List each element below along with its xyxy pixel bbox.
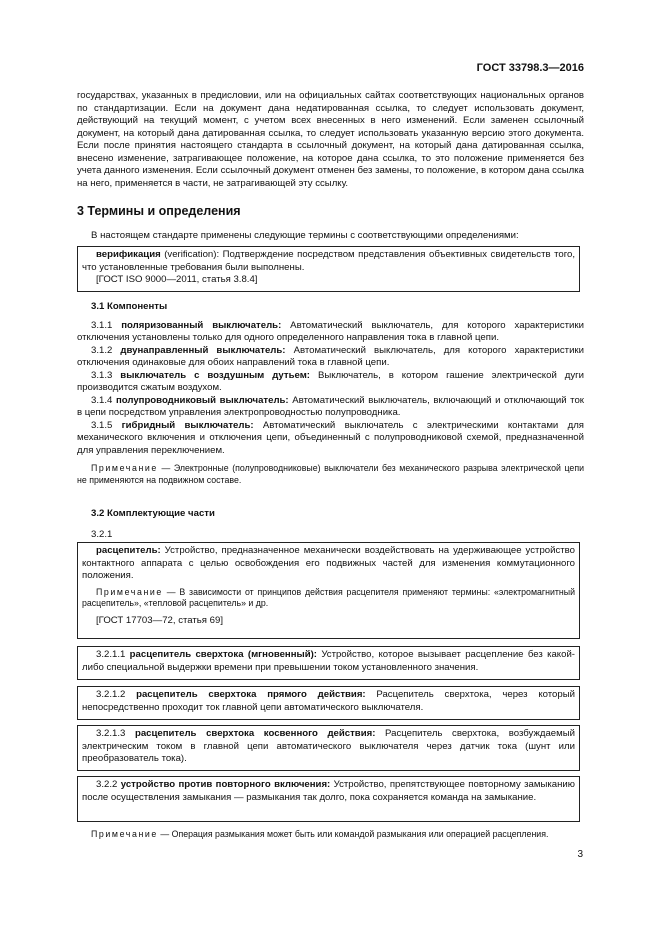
term-box-322: 3.2.2 устройство против повторного включения: Устройство, препятствующее повторному замыканию после осуществления замыкания — размыкания так долго, пока сохраняется команда на замыкание. bbox=[77, 776, 580, 822]
term-box-3212: 3.2.1.2 расцепитель сверхтока прямого действия: Расцепитель сверхтока, через который непосредственно проходит ток главной цепи автоматического выключателя. bbox=[77, 686, 580, 720]
term-311: 3.1.1 поляризованный выключатель: Автоматический выключатель, для которого характеристики отключения установлены только для одного определенного направления тока в главной цепи. bbox=[77, 319, 584, 343]
term: верификация bbox=[96, 249, 161, 260]
intro-paragraph bbox=[77, 90, 584, 190]
subsection-title: 3.2 Комплектующие части bbox=[91, 508, 215, 519]
final-note: Примечание — Операция размыкания может быть или командой размыкания или операцией расцепления. bbox=[91, 829, 549, 839]
source-ref: [ГОСТ ISO 9000—2011, статья 3.8.4] bbox=[96, 274, 258, 285]
page-number: 3 bbox=[577, 849, 583, 860]
term-315: 3.1.5 гибридный выключатель: Автоматический выключатель с электрическими контактами для механического включения и отключения цепи, объединенный с полупроводниковой схемой, предназначенной для управления переключением. bbox=[77, 419, 584, 456]
release-note: Примечание — В зависимости от принципов действия расцепителя применяют термины: «электромагнитный расцепитель», «тепловой расцепитель» и др. bbox=[82, 586, 575, 608]
note-31: Примечание — Электронные (полупроводниковые) выключатели без механического разрыва электрической цепи не применяются на подвижном составе. bbox=[77, 463, 584, 485]
term-number-321: 3.2.1 bbox=[91, 528, 113, 540]
lead-text: В настоящем стандарте применены следующие термины с соответствующими определениями: bbox=[91, 230, 519, 241]
subsection-31 bbox=[77, 301, 584, 486]
subsection-title: 3.1 Компоненты bbox=[91, 301, 168, 312]
section-title: 3 Термины и определения bbox=[77, 204, 241, 218]
source-ref: [ГОСТ 17703—72, статья 69] bbox=[96, 614, 223, 626]
definition: (verification): Подтверждение посредством представления объективных свидетельств того, что установленные требования были выполнены. bbox=[82, 249, 575, 273]
definition: Устройство, предназначенное механически воздействовать на удерживающее устройство контактного аппарата с целью освобождения его подвижных частей для изменения коммутационного положения. bbox=[82, 545, 575, 581]
term: расцепитель: bbox=[96, 545, 161, 556]
subsection-32 bbox=[77, 508, 584, 541]
intro-text: государствах, указанных в предисловии, или на официальных сайтах соответствующих национальных органов по стандартизации. Если на документ дана недатированная ссылка, то следует использовать документ, действующий на текущий момент, с учетом всех внесенных в него изменений. Если заменен ссылочный документ, на который дана датированная ссылка, то следует использовать указанную версию этого документа. Если после принятия настоящего стандарта в ссылочный документ, на который дана датированная ссылка, внесено изменение, затрагивающее положение, на которое дана ссылка, то это положение применяется без учета данного изменения. Если ссылочный документ отменен без замены, то положение, в котором дана ссылка на него, применяется в части, не затрагивающей эту ссылку. bbox=[77, 90, 584, 189]
term-box-3213: 3.2.1.3 расцепитель сверхтока косвенного действия: Расцепитель сверхтока, возбуждаемый электрическим током в главной цепи автоматического выключателя через датчик тока (шунт или преобразователь тока). bbox=[77, 725, 580, 771]
term-314: 3.1.4 полупроводниковый выключатель: Автоматический выключатель, включающий и отключающий ток в цепи посредством управления электропроводностью полупроводника. bbox=[77, 394, 584, 418]
document-code: ГОСТ 33798.3—2016 bbox=[476, 62, 584, 74]
term-box-verification bbox=[77, 246, 580, 292]
term-box-release bbox=[77, 542, 580, 639]
section-lead bbox=[77, 230, 584, 243]
term-313: 3.1.3 выключатель с воздушным дутьем: Выключатель, в котором гашение электрической дуги производится сжатым воздухом. bbox=[77, 369, 584, 393]
term-box-3211: 3.2.1.1 расцепитель сверхтока (мгновенный): Устройство, которое вызывает расцепление без какой-либо специальной выдержки времени при превышении током установленного значения. bbox=[77, 646, 580, 680]
term-312: 3.1.2 двунаправленный выключатель: Автоматический выключатель, для которого характеристики отключения одинаковые для обоих направлений тока в главной цепи. bbox=[77, 344, 584, 368]
